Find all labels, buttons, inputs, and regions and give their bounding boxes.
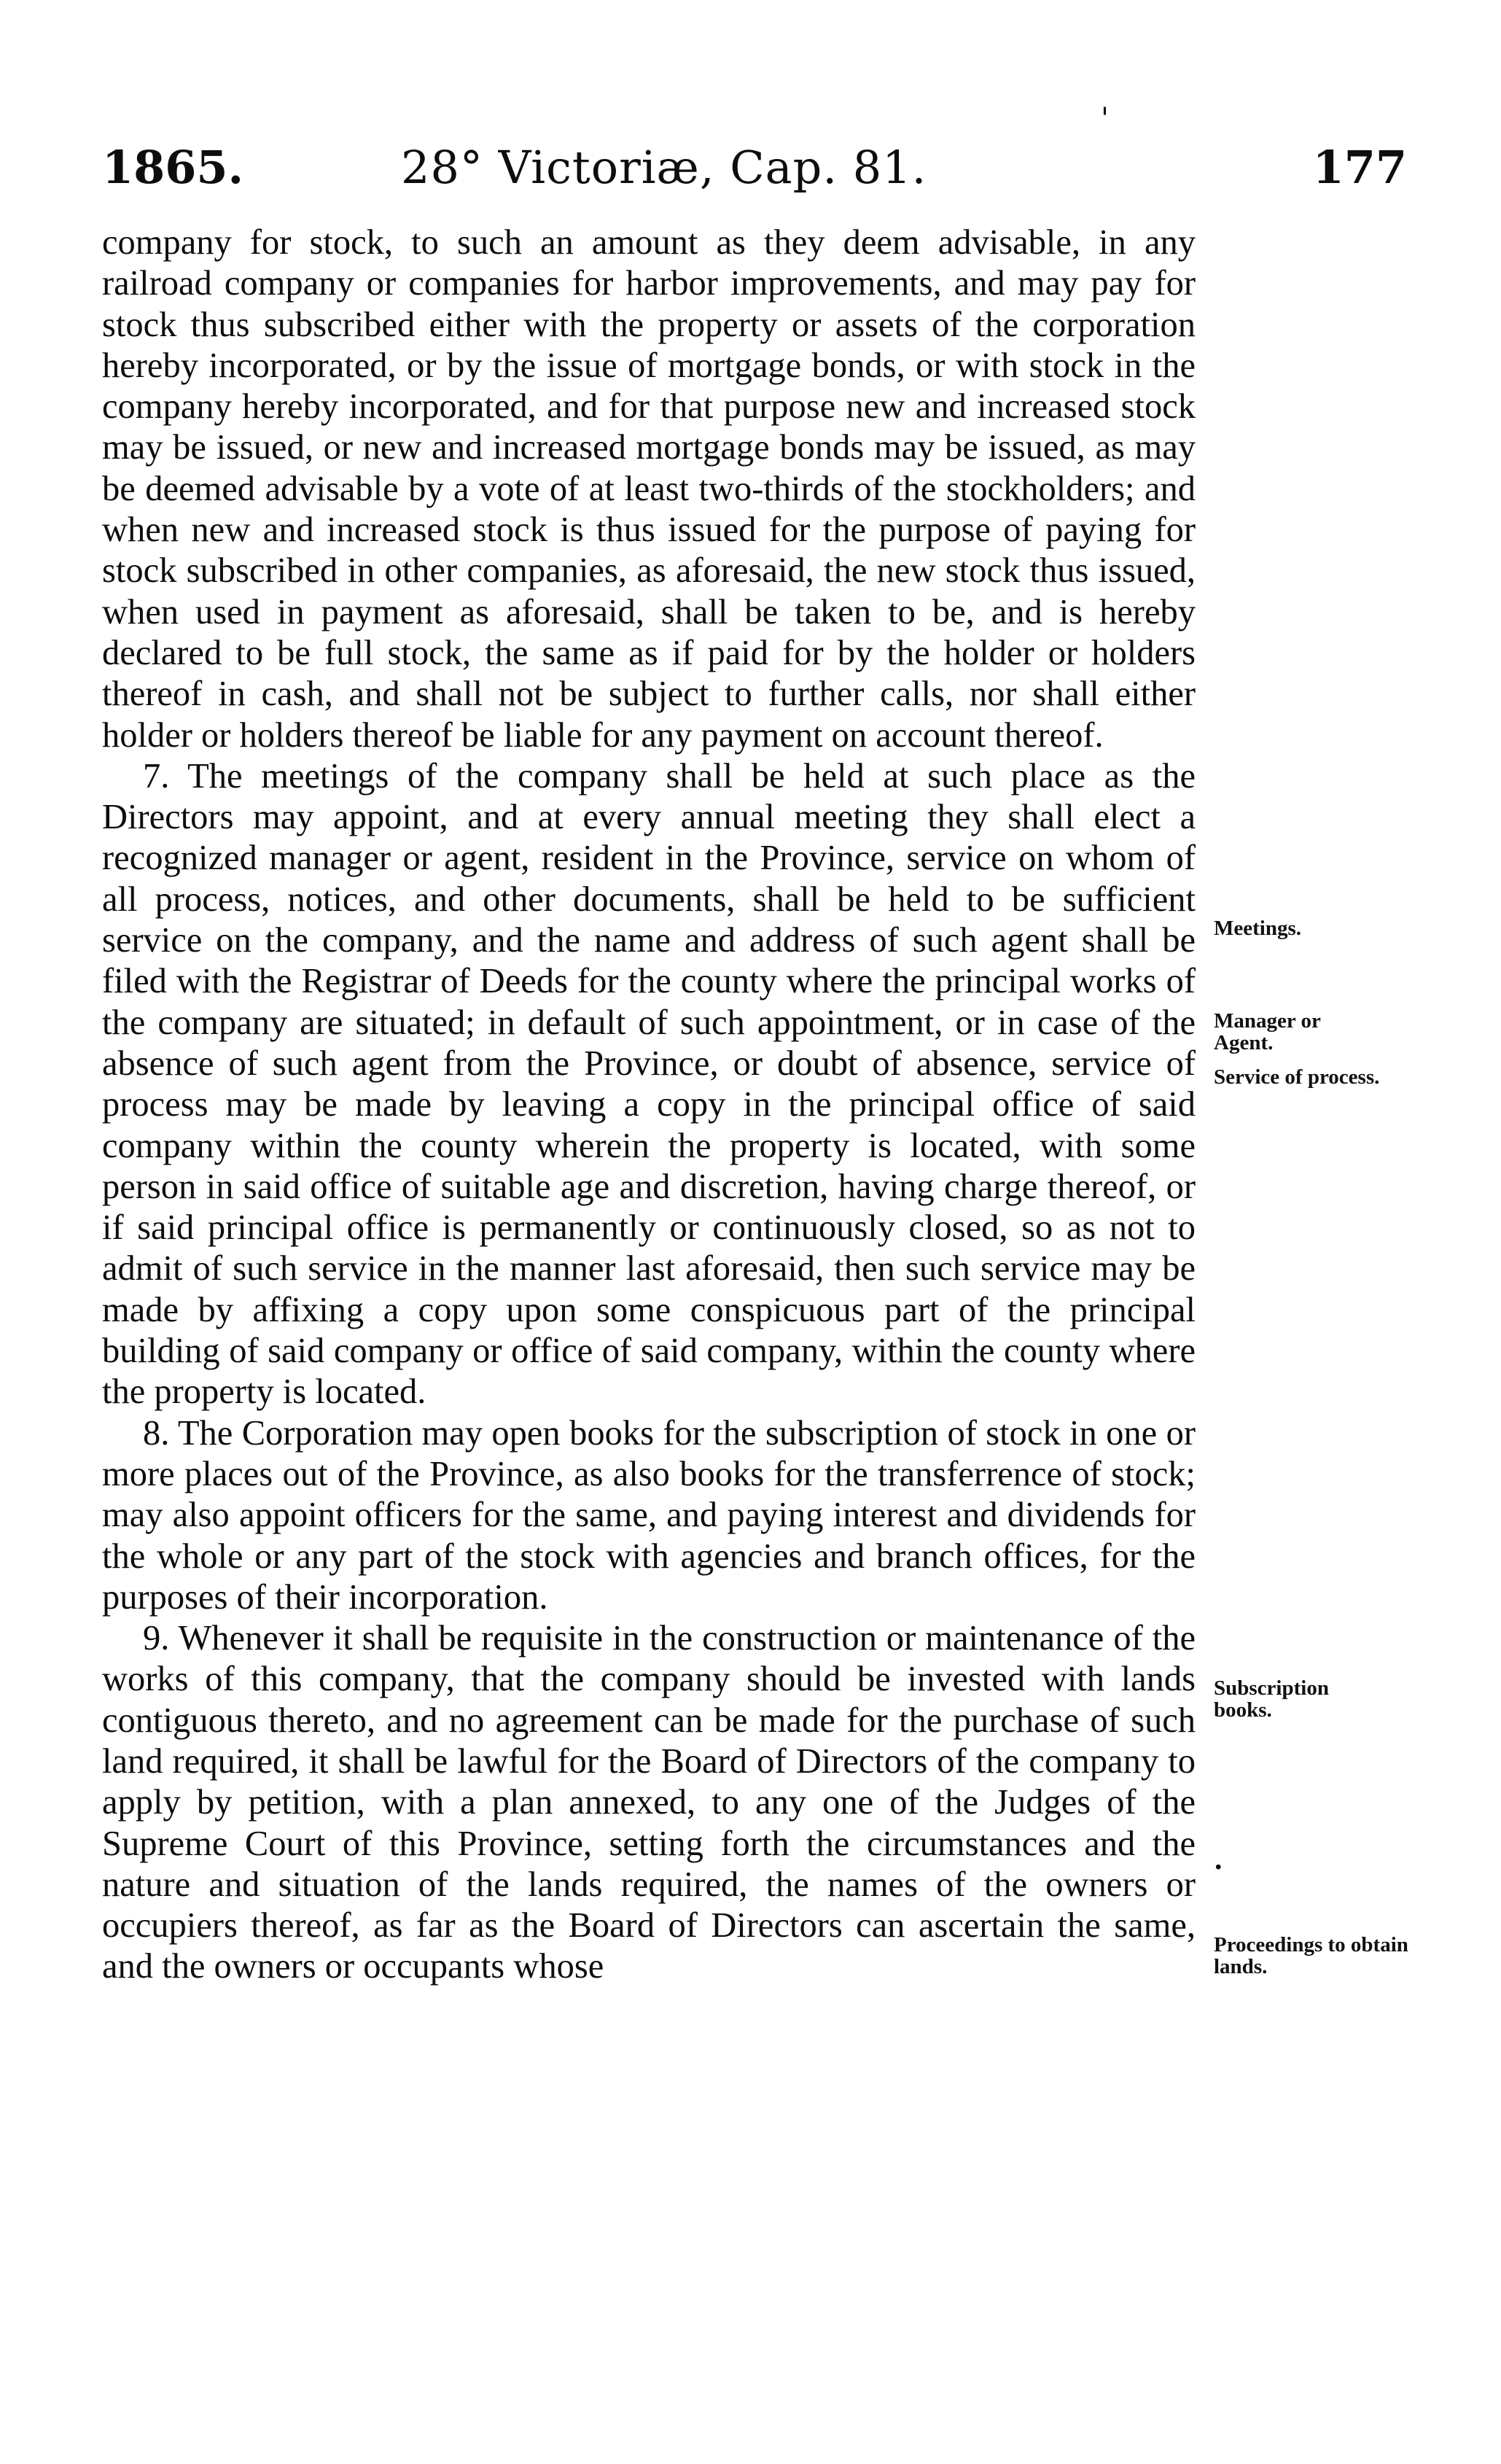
paragraph-continuation: company for stock, to such an amount as they deem advisable, in any railroad company or companies for harbor improvements, and may pay for stock thus subscribed either with the property or assets of the corporation hereby incorporated, or by the issue of mortgage bonds, or with stock in the company hereby incorporated, and for that purpose new and increased stock may be issued, or new and increased mortgage bonds may be issued, as may be deemed advisable by a vote of at least two-thirds of the stockholders; and when new and increased stock is thus issued for the purpose of paying for stock subscribed in other companies, as aforesaid, the new stock thus issued, when used in payment as aforesaid, shall be taken to be, and is hereby declared to be full stock, the same as if paid for by the holder or holders thereof in cash, and shall not be subject to further calls, nor shall either holder or holders thereof be liable for any payment on account thereof.: [102, 223, 1196, 755]
running-header: [102, 131, 1407, 204]
stray-mark: ': [1101, 102, 1109, 136]
margin-note-service: Service of process.: [1214, 1065, 1380, 1089]
header-title: 28° Victoriæ, Cap. 81.: [401, 141, 927, 194]
paragraph-section-7: 7. The meetings of the company shall be held at such place as the Directors may appoint, and at every annual meeting they shall elect a recognized manager or agent, resident in the Province, service on whom of all process, notices, and other documents, shall be held to be sufficient service on the company, and the name and address of such agent shall be filed with the Registrar of Deeds for the county where the principal works of the company are situated; in default of such appointment, or in case of the absence of such agent from the Province, or doubt of absence, service of process may be made by leaving a copy in the principal office of said company within the county wherein the property is located, with some person in said office of suitable age and discretion, having charge thereof, or if said principal office is permanently or continuously closed, so as not to admit of such service in the manner last aforesaid, then such service may be made by affixing a copy upon some conspicuous part of the principal building of said company or office of said company, within the county where the property is located.: [102, 756, 1196, 1412]
header-year: 1865.: [102, 141, 244, 194]
stray-dot: ·: [1214, 1852, 1223, 1883]
paragraph-section-8: 8. The Corporation may open books for the subscription of stock in one or more places out of the Province, as also books for the transferrence of stock; may also appoint officers for the same, and paying interest and dividends for the whole or any part of the stock with agencies and branch offices, for the purposes of their incorporation.: [102, 1413, 1196, 1617]
margin-note-proceedings: Proceedings to obtain lands.: [1214, 1933, 1408, 1978]
margin-note-subscription: Subscription books.: [1214, 1676, 1329, 1722]
body-text: [102, 222, 1196, 1988]
page-number: 177: [1312, 141, 1407, 194]
paragraph-section-9: 9. Whenever it shall be requisite in the construction or maintenance of the works of this company, that the company should be invested with lands contiguous thereto, and no agreement can be made for the purchase of such land required, it shall be lawful for the Board of Directors of the company to apply by petition, with a plan annexed, to any one of the Judges of the Supreme Court of this Province, setting forth the circumstances and the nature and situation of the lands required, the names of the owners or occupiers thereof, as far as the Board of Directors can ascertain the same, and the owners or occupants whose: [102, 1619, 1196, 1986]
margin-note-manager: Manager or Agent.: [1214, 1009, 1321, 1054]
margin-note-meetings: Meetings.: [1214, 917, 1301, 940]
